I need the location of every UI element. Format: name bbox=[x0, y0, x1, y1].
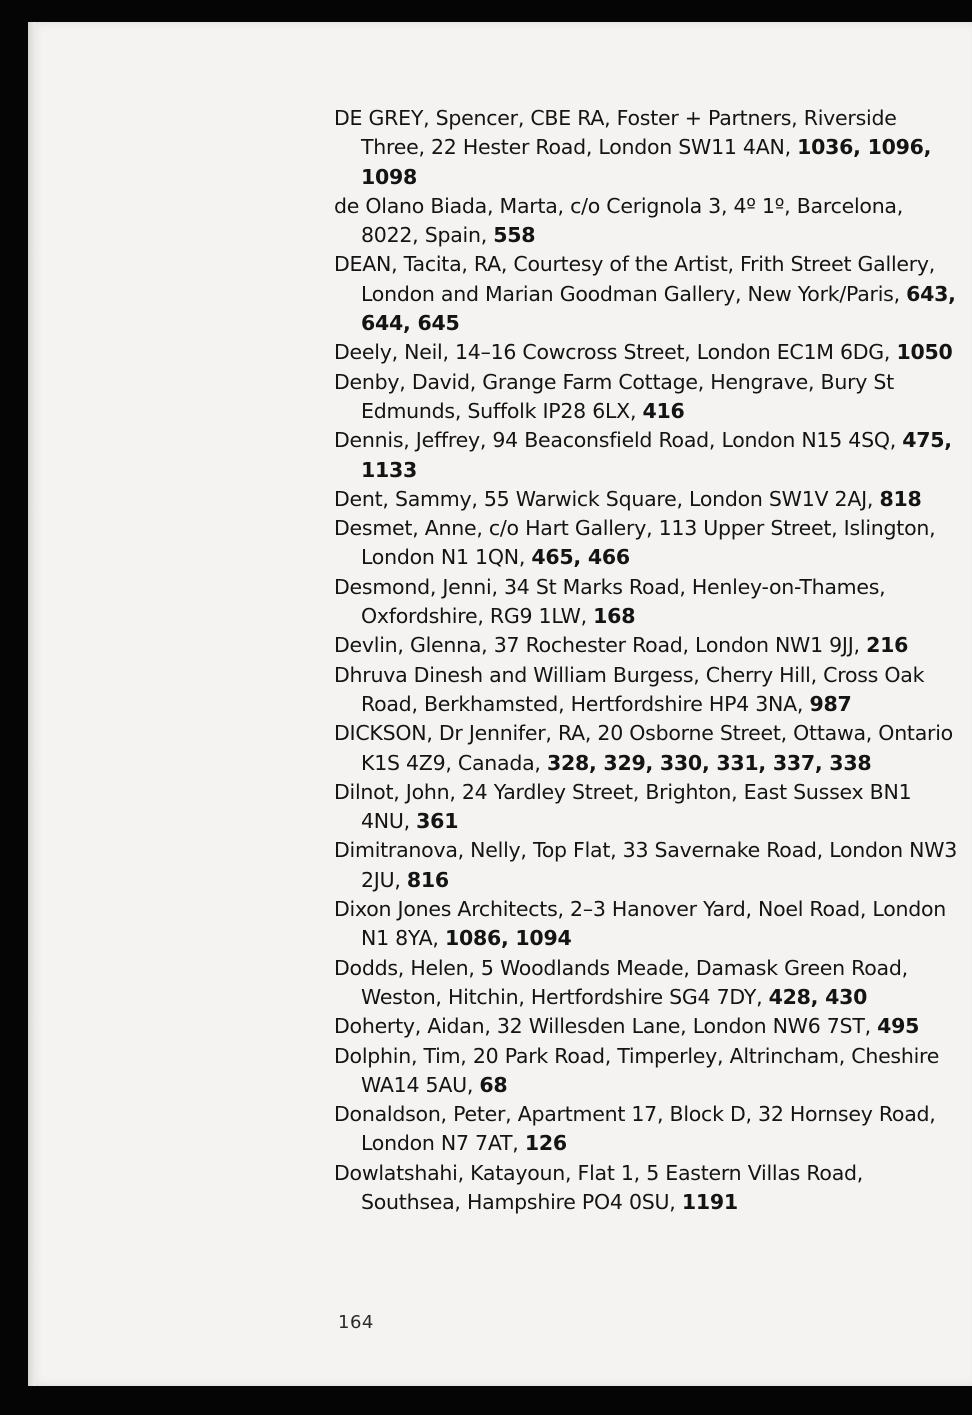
entry-page-refs: 495 bbox=[877, 1014, 920, 1039]
entry-address: Desmond, Jenni, 34 St Marks Road, Henley-on-Thames, Oxfordshire, RG9 1LW, bbox=[334, 574, 886, 629]
entry-page-refs: 216 bbox=[866, 633, 909, 658]
entry-address: Doherty, Aidan, 32 Willesden Lane, London NW6 7ST, bbox=[334, 1014, 878, 1039]
index-entry bbox=[334, 514, 964, 573]
entry-page-refs: 987 bbox=[809, 691, 852, 716]
index-entry bbox=[334, 338, 964, 367]
entry-address: Dilnot, John, 24 Yardley Street, Brighton, East Sussex BN1 4NU, bbox=[334, 779, 912, 834]
entry-page-refs: 328, 329, 330, 331, 337, 338 bbox=[546, 750, 872, 775]
index-entry bbox=[334, 778, 964, 837]
index-entry bbox=[334, 104, 964, 192]
entry-address: Dowlatshahi, Katayoun, Flat 1, 5 Eastern Villas Road, Southsea, Hampshire PO4 0SU, bbox=[334, 1160, 864, 1214]
entry-address: de Olano Biada, Marta, c/o Cerignola 3, 4º 1º, Barcelona, 8022, Spain, bbox=[334, 193, 904, 248]
entry-page-refs: 1050 bbox=[896, 340, 953, 365]
entry-address: Devlin, Glenna, 37 Rochester Road, London NW1 9JJ, bbox=[334, 633, 867, 658]
index-entry bbox=[334, 631, 964, 660]
index-entry bbox=[334, 836, 964, 895]
entry-page-refs: 465, 466 bbox=[531, 545, 630, 570]
index-entry bbox=[334, 1100, 964, 1159]
entry-page-refs: 475, 1133 bbox=[361, 428, 952, 482]
book-page bbox=[28, 22, 972, 1386]
index-entry bbox=[334, 1012, 964, 1041]
entry-address: Dolphin, Tim, 20 Park Road, Timperley, Altrincham, Cheshire WA14 5AU, bbox=[334, 1043, 940, 1097]
page-number: 164 bbox=[338, 1312, 374, 1333]
entry-address: DEAN, Tacita, RA, Courtesy of the Artist, Frith Street Gallery, London and Marian Goodman Gallery, New York/Paris, bbox=[334, 252, 936, 306]
entry-page-refs: 1036, 1096, 1098 bbox=[361, 135, 932, 189]
entry-page-refs: 126 bbox=[524, 1131, 567, 1156]
entry-page-refs: 1191 bbox=[681, 1189, 738, 1214]
entry-address: Denby, David, Grange Farm Cottage, Hengrave, Bury St Edmunds, Suffolk IP28 6LX, bbox=[334, 369, 894, 423]
entry-address: Deely, Neil, 14–16 Cowcross Street, London EC1M 6DG, bbox=[334, 340, 897, 365]
entry-address: Dimitranova, Nelly, Top Flat, 33 Savernake Road, London NW3 2JU, bbox=[334, 838, 958, 892]
entry-address: Donaldson, Peter, Apartment 17, Block D, 32 Hornsey Road, London N7 7AT, bbox=[334, 1102, 936, 1156]
entry-page-refs: 818 bbox=[879, 486, 922, 511]
index-entry bbox=[334, 1159, 964, 1218]
index-entry bbox=[334, 954, 964, 1013]
entry-page-refs: 361 bbox=[416, 809, 459, 834]
entry-address: Dent, Sammy, 55 Warwick Square, London SW1V 2AJ, bbox=[334, 486, 880, 511]
index-entry bbox=[334, 485, 964, 514]
index-entry bbox=[334, 368, 964, 427]
entry-page-refs: 68 bbox=[479, 1072, 508, 1097]
entry-page-refs: 428, 430 bbox=[768, 984, 868, 1009]
entry-page-refs: 558 bbox=[493, 223, 536, 248]
index-entry bbox=[334, 426, 964, 485]
index-entry bbox=[334, 573, 964, 632]
index-entry bbox=[334, 895, 964, 954]
entry-address: Desmet, Anne, c/o Hart Gallery, 113 Upper Street, Islington, London N1 1QN, bbox=[334, 516, 936, 570]
entry-address: Dennis, Jeffrey, 94 Beaconsfield Road, London N15 4SQ, bbox=[334, 428, 903, 453]
index-entry-list bbox=[334, 104, 964, 1217]
entry-address: Dixon Jones Architects, 2–3 Hanover Yard, Noel Road, London N1 8YA, bbox=[334, 897, 947, 951]
index-entry bbox=[334, 661, 964, 720]
entry-address: Dodds, Helen, 5 Woodlands Meade, Damask Green Road, Weston, Hitchin, Hertfordshire SG4 7DY, bbox=[334, 955, 908, 1009]
index-entry bbox=[334, 192, 964, 251]
entry-address: DE GREY, Spencer, CBE RA, Foster + Partners, Riverside Three, 22 Hester Road, London SW11 4AN, bbox=[334, 106, 897, 160]
entry-page-refs: 168 bbox=[593, 604, 636, 629]
index-entry bbox=[334, 1042, 964, 1101]
index-entry bbox=[334, 719, 964, 778]
entry-page-refs: 816 bbox=[406, 867, 449, 892]
entry-address: Dhruva Dinesh and William Burgess, Cherry Hill, Cross Oak Road, Berkhamsted, Hertfordshire HP4 3NA, bbox=[334, 662, 925, 716]
entry-address: DICKSON, Dr Jennifer, RA, 20 Osborne Street, Ottawa, Ontario K1S 4Z9, Canada, bbox=[334, 721, 953, 775]
entry-page-refs: 1086, 1094 bbox=[444, 926, 572, 951]
entry-page-refs: 416 bbox=[642, 398, 685, 423]
entry-page-refs: 643, 644, 645 bbox=[361, 281, 956, 336]
index-entry bbox=[334, 250, 964, 338]
page-gutter-shadow bbox=[28, 22, 36, 1386]
